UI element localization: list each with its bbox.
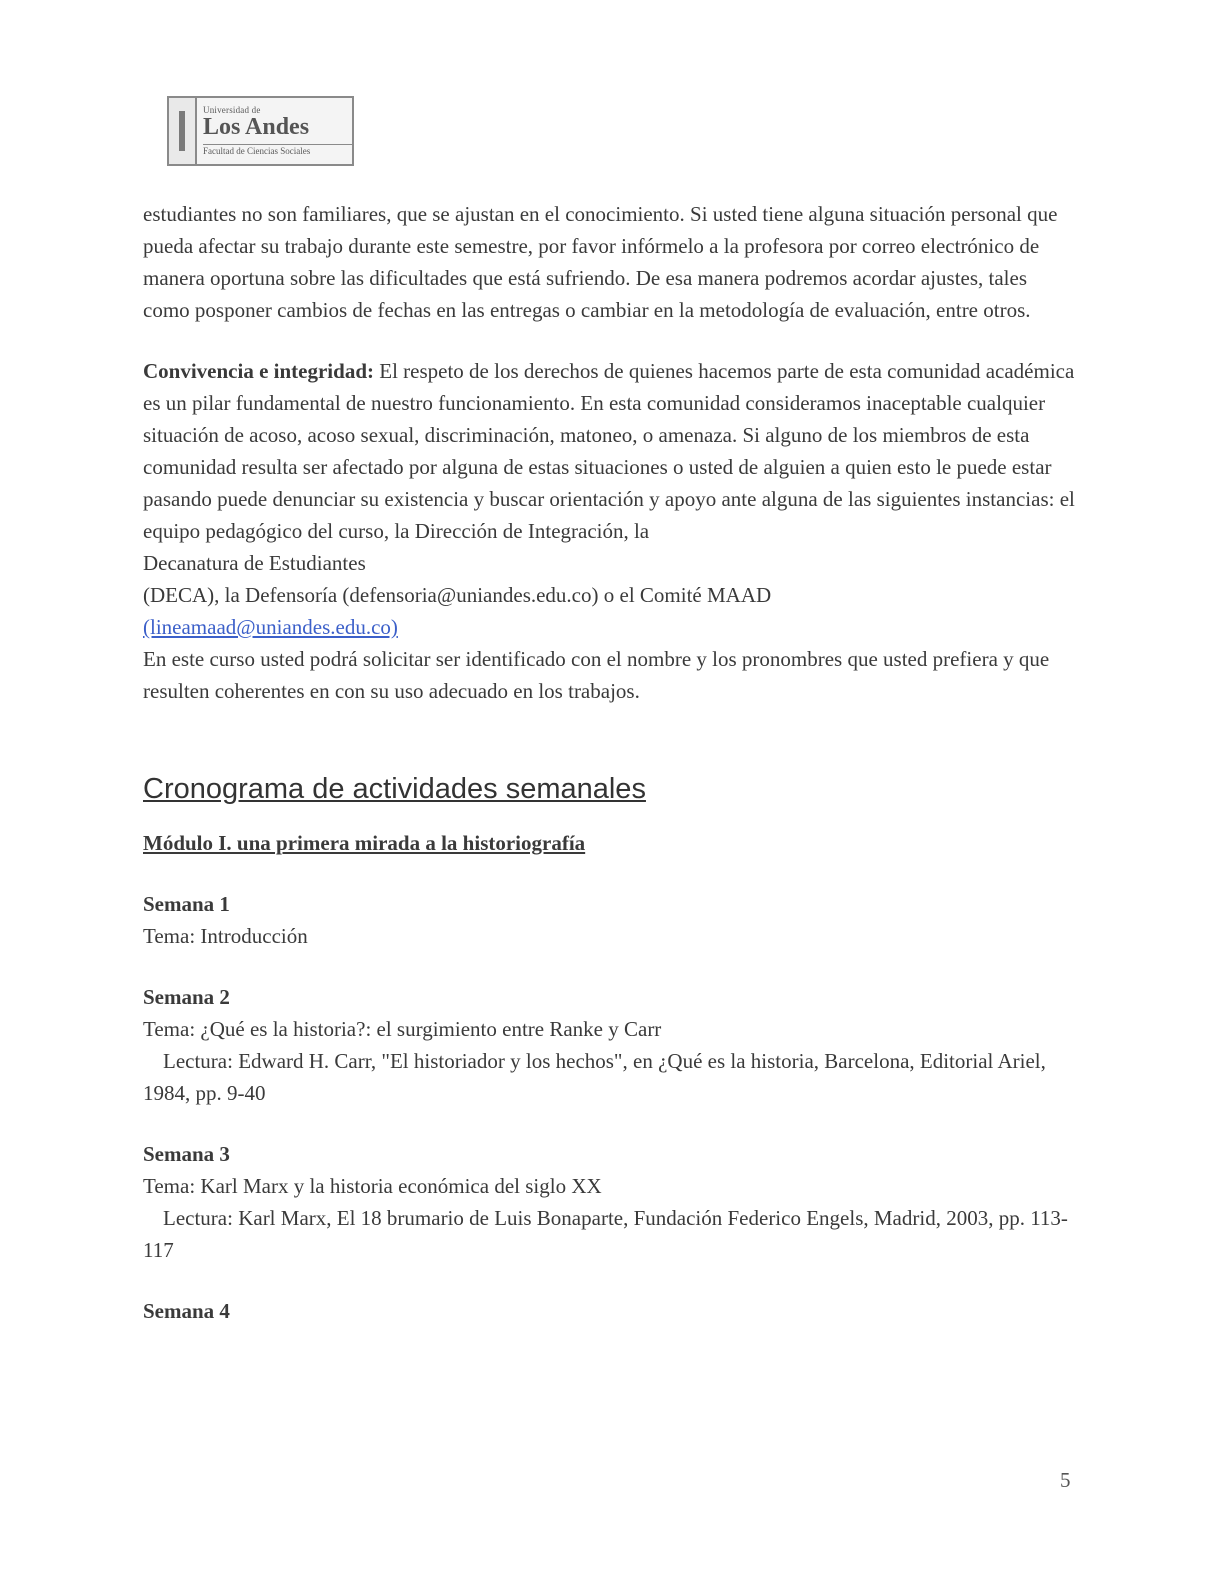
week-topic: Tema: ¿Qué es la historia?: el surgimiento entre Ranke y Carr [143,1017,662,1041]
logo-emblem-icon [169,98,197,164]
schedule-heading: Cronograma de actividades semanales [143,773,646,805]
page-number: 5 [1060,1468,1071,1492]
week-block [143,888,1078,952]
integrity-text-1: El respeto de los derechos de quienes hacemos parte de esta comunidad académica es un pilar fundamental de nuestro funcionamiento. En esta comunidad consideramos inaceptable cualquier situación de acoso, acoso sexual, discriminación, matoneo, o amenaza. Si alguno de los miembros de esta comunidad resulta ser afectado por alguna de estas situaciones o usted de alguien a quien esto le puede estar pasando puede denunciar su existencia y buscar orientación y apoyo ante alguna de las siguientes instancias: el equipo pedagógico del curso, la Dirección de Integración, la [143,359,1075,543]
integrity-text-2: Decanatura de Estudiantes [143,551,366,575]
logo-text [197,98,352,164]
logo-bottom-line: Facultad de Ciencias Sociales [203,144,352,156]
university-logo [167,96,354,166]
week-title: Semana 4 [143,1299,230,1323]
week-title: Semana 3 [143,1142,230,1166]
logo-top-line: Universidad de [203,104,261,115]
week-topic: Tema: Introducción [143,924,308,948]
week-reading: Lectura: Karl Marx, El 18 brumario de Luis Bonaparte, Fundación Federico Engels, Madrid, 2003, pp. 113-117 [143,1206,1068,1262]
integrity-text-4: En este curso usted podrá solicitar ser identificado con el nombre y los pronombres que usted prefiera y que resulten coherentes en con su uso adecuado en los trabajos. [143,647,1050,703]
module-heading: Módulo I. una primera mirada a la historiografía [143,831,586,855]
logo-main: Los Andes [203,114,310,141]
week-block [143,981,1078,1109]
week-block [143,1295,1078,1327]
document-body [143,198,1078,1356]
integrity-section [143,355,1078,707]
week-reading: Lectura: Edward H. Carr, "El historiador y los hechos", en ¿Qué es la historia, Barcelona, Editorial Ariel, 1984, pp. 9-40 [143,1049,1046,1105]
integrity-paragraph [143,355,1078,547]
maad-email-link[interactable]: (lineamaad@uniandes.edu.co) [143,615,398,639]
week-title: Semana 2 [143,985,230,1009]
intro-paragraph: estudiantes no son familiares, que se ajustan en el conocimiento. Si usted tiene alguna situación personal que pueda afectar su trabajo durante este semestre, por favor infórmelo a la profesora por correo electrónico de manera oportuna sobre las dificultades que está sufriendo. De esa manera podremos acordar ajustes, tales como posponer cambios de fechas en las entregas o cambiar en la metodología de evaluación, entre otros. [143,202,1058,322]
integrity-text-3: (DECA), la Defensoría (defensoria@uniandes.edu.co) o el Comité MAAD [143,583,772,607]
week-title: Semana 1 [143,892,230,916]
integrity-label: Convivencia e integridad: [143,359,374,383]
week-block [143,1138,1078,1266]
week-topic: Tema: Karl Marx y la historia económica del siglo XX [143,1174,602,1198]
